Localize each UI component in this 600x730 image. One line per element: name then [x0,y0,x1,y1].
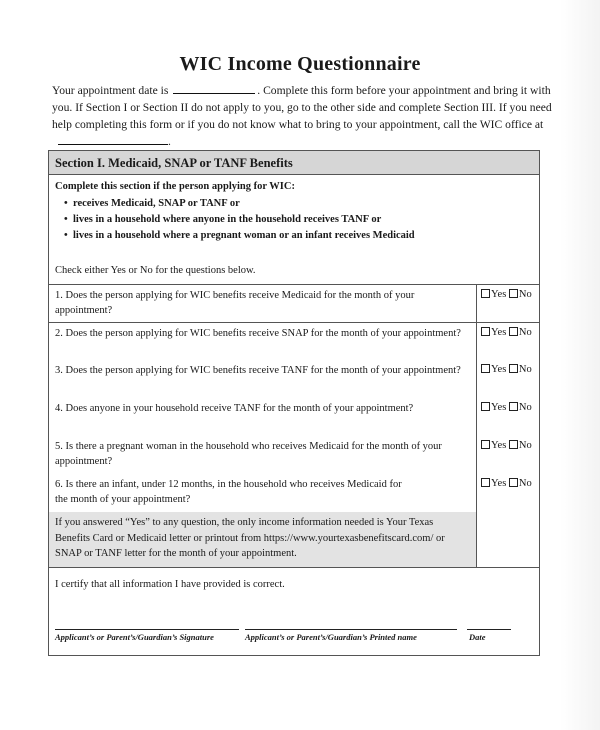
no-checkbox[interactable] [509,478,518,487]
yes-label: Yes [491,402,507,413]
yes-label: Yes [491,364,507,375]
question-row [49,474,539,514]
no-label: No [518,327,532,338]
yes-label: Yes [491,478,507,489]
intro-text-2: . Complete this form before your appointment and bring it with you. If Section I or Section II do not apply to you, go to the other side and complete Section III. If you need help completing this form or if you do not know what to bring to your appointment, call the WIC office at [52,84,552,131]
question-text: 5. Is there a pregnant woman in the household who receives Medicaid for the month of your appointment? [55,441,442,467]
intro-text-3: . [168,135,171,148]
no-label: No [518,289,532,300]
date-label: Date [469,632,486,642]
yes-label: Yes [491,440,507,451]
signature-field[interactable] [55,629,239,630]
question-text: 4. Does anyone in your household receive TANF for the month of your appointment? [55,403,414,414]
no-label: No [518,364,532,375]
signature-label: Applicant’s or Parent’s/Guardian’s Signature [55,632,214,642]
questions-table [49,284,539,514]
answer-options [481,402,539,413]
form-title: WIC Income Questionnaire [179,53,421,75]
question-row [49,436,539,474]
no-label: No [518,478,532,489]
question-text: 3. Does the person applying for WIC benefits receive TANF for the month of your appointment? [55,365,461,376]
no-checkbox[interactable] [509,402,518,411]
section-1-header: Section I. Medicaid, SNAP or TANF Benefits [49,151,539,175]
date-field[interactable] [467,629,511,630]
question-row [49,323,539,360]
no-checkbox[interactable] [509,327,518,336]
yes-checkbox[interactable] [481,327,490,336]
question-row [49,360,539,398]
question-text: 6. Is there an infant, under 12 months, in the household who receives Medicaid for the month of your appointment? [55,479,402,505]
yes-checkbox[interactable] [481,402,490,411]
answer-options [481,440,539,451]
printed-name-field[interactable] [245,629,457,630]
no-checkbox[interactable] [509,364,518,373]
yes-label: Yes [491,289,507,300]
income-info-note: If you answered “Yes” to any question, the only income information needed is Your Texas Benefits Card or Medicaid letter or printout from https://www.yourtexasbenefitscard.com/ or SNAP or TANF letter for the month of your appointment. [49,512,476,567]
question-text: 2. Does the person applying for WIC benefits receive SNAP for the month of your appointment? [55,328,461,339]
question-row [49,285,539,323]
yes-checkbox[interactable] [481,478,490,487]
question-row [49,398,539,436]
certify-statement: I certify that all information I have provided is correct. [55,579,285,590]
yes-checkbox[interactable] [481,364,490,373]
yes-label: Yes [491,327,507,338]
answer-options [481,327,539,338]
printed-name-label: Applicant’s or Parent’s/Guardian’s Printed name [245,632,417,642]
answer-options [481,478,539,489]
no-checkbox[interactable] [509,440,518,449]
yes-checkbox[interactable] [481,289,490,298]
answer-options [481,289,539,300]
instruction-text: Complete this section if the person applying for WIC: [55,181,295,192]
section-1-box [48,150,540,656]
column-divider [476,284,477,567]
no-label: No [518,402,532,413]
no-label: No [518,440,532,451]
answer-options [481,364,539,375]
criteria-list [55,196,525,244]
wic-office-phone-field[interactable] [58,143,168,145]
section-1-instructions [55,179,525,244]
question-text: 1. Does the person applying for WIC benefits receive Medicaid for the month of your appointment? [55,290,415,316]
no-checkbox[interactable] [509,289,518,298]
intro-text-1: Your appointment date is [52,84,169,97]
check-note: Check either Yes or No for the questions below. [55,265,256,276]
intro-paragraph [52,82,552,150]
criteria-item: • lives in a household where anyone in the household receives TANF or [65,212,525,228]
divider [49,567,539,568]
appointment-date-field[interactable] [173,92,255,94]
yes-checkbox[interactable] [481,440,490,449]
criteria-item: • lives in a household where a pregnant woman or an infant receives Medicaid [65,228,525,244]
criteria-item: • receives Medicaid, SNAP or TANF or [65,196,525,212]
